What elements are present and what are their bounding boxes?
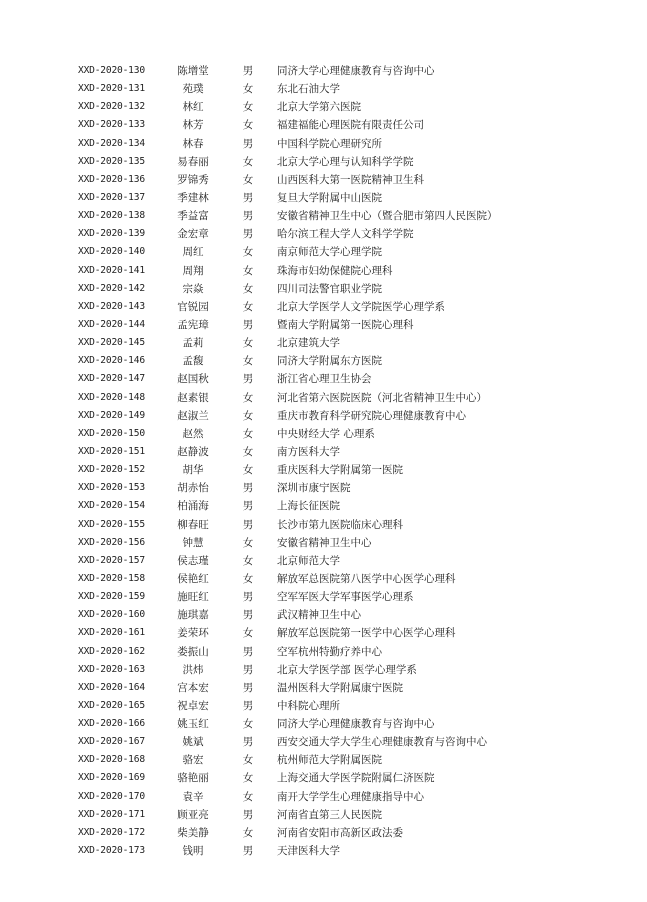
member-gender: 男 [242,663,254,676]
member-name: 顾亚亮 [177,808,209,821]
member-name: 姚玉红 [177,718,209,731]
list-item [0,443,647,461]
member-name: 姜荣环 [177,627,209,640]
member-id: XXD-2020-150 [78,427,145,439]
member-id: XXD-2020-156 [78,536,145,548]
member-gender: 男 [242,210,254,223]
list-item [0,479,647,497]
member-name: 季建林 [177,191,209,204]
member-name: 苑璞 [182,83,204,96]
list-item [0,316,647,334]
member-name: 施琪嘉 [177,609,209,622]
member-institution: 杭州师范大学附属医院 [277,754,382,767]
member-institution: 复旦大学附属中山医院 [277,191,382,204]
member-id: XXD-2020-135 [78,155,145,167]
member-gender: 男 [242,808,254,821]
list-item [0,643,647,661]
member-gender: 女 [242,536,254,549]
list-item [0,751,647,769]
member-institution: 河南省安阳市高新区政法委 [277,826,403,839]
member-gender: 女 [242,173,254,186]
member-gender: 女 [242,826,254,839]
member-id: XXD-2020-168 [78,754,145,766]
member-institution: 北京大学医学人文学院医学心理学系 [277,300,445,313]
member-id: XXD-2020-169 [78,772,145,784]
member-name: 易春丽 [177,155,209,168]
member-name: 周红 [182,246,204,259]
member-institution: 西安交通大学大学生心理健康教育与咨询中心 [277,736,487,749]
member-name: 孟馥 [182,355,204,368]
member-id: XXD-2020-154 [78,500,145,512]
member-institution: 四川司法警官职业学院 [277,282,382,295]
member-institution: 深圳市康宁医院 [277,482,351,495]
list-item [0,370,647,388]
list-item [0,570,647,588]
list-item [0,679,647,697]
member-gender: 男 [242,373,254,386]
member-name: 祝卓宏 [177,699,209,712]
member-id: XXD-2020-170 [78,790,145,802]
member-name: 季益富 [177,210,209,223]
member-gender: 女 [242,409,254,422]
member-gender: 男 [242,191,254,204]
list-item [0,207,647,225]
member-name: 姚斌 [182,736,204,749]
member-gender: 男 [242,482,254,495]
member-gender: 女 [242,101,254,114]
member-gender: 女 [242,427,254,440]
member-gender: 男 [242,645,254,658]
member-id: XXD-2020-165 [78,699,145,711]
list-item [0,298,647,316]
member-institution: 重庆市教育科学研究院心理健康教育中心 [277,409,466,422]
member-name: 骆艳丽 [177,772,209,785]
member-name: 柳春旺 [177,518,209,531]
member-name: 赵淑兰 [177,409,209,422]
member-name: 柴美静 [177,826,209,839]
member-name: 赵国秋 [177,373,209,386]
member-institution: 南开大学学生心理健康指导中心 [277,790,424,803]
member-id: XXD-2020-131 [78,83,145,95]
list-item [0,389,647,407]
list-item [0,243,647,261]
member-institution: 中科院心理所 [277,699,340,712]
member-gender: 男 [242,500,254,513]
member-id: XXD-2020-145 [78,337,145,349]
member-gender: 女 [242,554,254,567]
list-item [0,135,647,153]
list-item [0,352,647,370]
member-institution: 北京大学心理与认知科学学院 [277,155,414,168]
list-item [0,116,647,134]
member-institution: 南京师范大学心理学院 [277,246,382,259]
member-gender: 男 [242,65,254,77]
member-gender: 女 [242,264,254,277]
member-gender: 男 [242,518,254,531]
list-item [0,497,647,515]
member-institution: 南方医科大学 [277,445,340,458]
member-gender: 女 [242,246,254,259]
member-name: 侯志瑾 [177,554,209,567]
member-institution: 空军杭州特勤疗养中心 [277,645,382,658]
member-id: XXD-2020-140 [78,246,145,258]
member-id: XXD-2020-152 [78,464,145,476]
member-name: 金宏章 [177,228,209,241]
member-gender: 女 [242,83,254,96]
member-institution: 解放军总医院第八医学中心医学心理科 [277,572,456,585]
list-item [0,280,647,298]
member-id: XXD-2020-151 [78,445,145,457]
member-id: XXD-2020-143 [78,300,145,312]
member-id: XXD-2020-147 [78,373,145,385]
member-id: XXD-2020-166 [78,718,145,730]
list-item [0,407,647,425]
member-institution: 北京师范大学 [277,554,340,567]
member-id: XXD-2020-157 [78,554,145,566]
member-name: 钱明 [182,845,204,858]
member-institution: 山西医科大第一医院精神卫生科 [277,173,424,186]
list-item [0,153,647,171]
list-item [0,334,647,352]
member-name: 骆宏 [182,754,204,767]
member-id: XXD-2020-163 [78,663,145,675]
member-name: 孟莉 [182,337,204,350]
member-institution: 北京大学医学部 医学心理学系 [277,663,417,676]
member-name: 柏涌海 [177,500,209,513]
list-item [0,189,647,207]
member-gender: 女 [242,572,254,585]
member-institution: 东北石油大学 [277,83,340,96]
list-item [0,552,647,570]
member-name: 罗锦秀 [177,173,209,186]
member-institution: 河北省第六医院医院（河北省精神卫生中心） [277,391,487,404]
member-institution: 暨南大学附属第一医院心理科 [277,318,414,331]
member-name: 孟宪璋 [177,318,209,331]
member-id: XXD-2020-142 [78,282,145,294]
list-item [0,171,647,189]
member-name: 宗焱 [182,282,204,295]
member-institution: 福建福能心理医院有限责任公司 [277,119,424,132]
list-item [0,624,647,642]
list-item [0,697,647,715]
member-id: XXD-2020-160 [78,609,145,621]
member-id: XXD-2020-148 [78,391,145,403]
list-item [0,534,647,552]
list-item [0,769,647,787]
list-item [0,715,647,733]
member-name: 林芳 [182,119,204,132]
member-gender: 男 [242,137,254,150]
member-id: XXD-2020-132 [78,101,145,113]
member-gender: 女 [242,772,254,785]
member-institution: 同济大学附属东方医院 [277,355,382,368]
list-item [0,733,647,751]
member-gender: 女 [242,337,254,350]
member-id: XXD-2020-144 [78,318,145,330]
member-id: XXD-2020-164 [78,681,145,693]
member-gender: 女 [242,119,254,132]
member-id: XXD-2020-161 [78,627,145,639]
member-id: XXD-2020-133 [78,119,145,131]
member-gender: 男 [242,845,254,858]
member-id: XXD-2020-162 [78,645,145,657]
member-name: 钟慧 [182,536,204,549]
list-item [0,788,647,806]
member-id: XXD-2020-158 [78,572,145,584]
list-item [0,516,647,534]
member-name: 宫本宏 [177,681,209,694]
list-item [0,606,647,624]
list-item [0,842,647,860]
member-gender: 女 [242,355,254,368]
member-id: XXD-2020-138 [78,210,145,222]
member-gender: 男 [242,736,254,749]
member-gender: 男 [242,681,254,694]
member-institution: 天津医科大学 [277,845,340,858]
member-id: XXD-2020-136 [78,173,145,185]
member-institution: 温州医科大学附属康宁医院 [277,681,403,694]
member-institution: 武汉精神卫生中心 [277,609,361,622]
member-name: 袁辛 [182,790,204,803]
member-id: XXD-2020-146 [78,355,145,367]
member-institution: 上海交通大学医学院附属仁济医院 [277,772,435,785]
member-list [0,62,647,860]
list-item [0,62,647,80]
member-institution: 珠海市妇幼保健院心理科 [277,264,393,277]
member-name: 胡赤怡 [177,482,209,495]
member-gender: 男 [242,228,254,241]
member-name: 侯艳红 [177,572,209,585]
member-name: 洪炜 [182,663,204,676]
list-item [0,225,647,243]
member-gender: 女 [242,300,254,313]
list-item [0,661,647,679]
member-gender: 女 [242,445,254,458]
member-institution: 河南省直第三人民医院 [277,808,382,821]
member-id: XXD-2020-173 [78,845,145,857]
member-name: 赵素银 [177,391,209,404]
member-institution: 空军军医大学军事医学心理系 [277,591,414,604]
member-institution: 同济大学心理健康教育与咨询中心 [277,65,435,77]
member-id: XXD-2020-153 [78,482,145,494]
member-institution: 安徽省精神卫生中心（暨合肥市第四人民医院） [277,210,498,223]
member-institution: 北京大学第六医院 [277,101,361,114]
member-gender: 女 [242,718,254,731]
member-institution: 解放军总医院第一医学中心医学心理科 [277,627,456,640]
member-id: XXD-2020-134 [78,137,145,149]
member-gender: 男 [242,699,254,712]
member-id: XXD-2020-137 [78,191,145,203]
member-name: 赵静波 [177,445,209,458]
member-gender: 女 [242,627,254,640]
list-item [0,824,647,842]
member-institution: 重庆医科大学附属第一医院 [277,464,403,477]
member-name: 赵然 [182,427,204,440]
member-id: XXD-2020-141 [78,264,145,276]
member-institution: 同济大学心理健康教育与咨询中心 [277,718,435,731]
list-item [0,806,647,824]
member-institution: 浙江省心理卫生协会 [277,373,372,386]
member-id: XXD-2020-130 [78,65,145,76]
member-name: 陈增堂 [177,65,209,77]
list-item [0,262,647,280]
member-institution: 中国科学院心理研究所 [277,137,382,150]
member-gender: 男 [242,609,254,622]
member-gender: 女 [242,790,254,803]
list-item [0,80,647,98]
member-institution: 安徽省精神卫生中心 [277,536,372,549]
member-id: XXD-2020-159 [78,591,145,603]
member-institution: 上海长征医院 [277,500,340,513]
list-item [0,461,647,479]
member-name: 娄振山 [177,645,209,658]
member-gender: 男 [242,318,254,331]
member-name: 官锐园 [177,300,209,313]
list-item [0,588,647,606]
member-institution: 中央财经大学 心理系 [277,427,375,440]
list-item [0,425,647,443]
member-gender: 男 [242,591,254,604]
list-item [0,98,647,116]
member-id: XXD-2020-167 [78,736,145,748]
member-name: 周翔 [182,264,204,277]
member-gender: 女 [242,754,254,767]
member-id: XXD-2020-139 [78,228,145,240]
member-gender: 女 [242,155,254,168]
member-name: 林春 [182,137,204,150]
member-name: 林红 [182,101,204,114]
member-institution: 哈尔滨工程大学人文科学学院 [277,228,414,241]
member-gender: 女 [242,464,254,477]
member-id: XXD-2020-172 [78,826,145,838]
member-id: XXD-2020-149 [78,409,145,421]
member-name: 施旺红 [177,591,209,604]
member-name: 胡华 [182,464,204,477]
member-gender: 女 [242,282,254,295]
member-gender: 女 [242,391,254,404]
member-institution: 北京建筑大学 [277,337,340,350]
member-id: XXD-2020-171 [78,808,145,820]
member-institution: 长沙市第九医院临床心理科 [277,518,403,531]
member-id: XXD-2020-155 [78,518,145,530]
